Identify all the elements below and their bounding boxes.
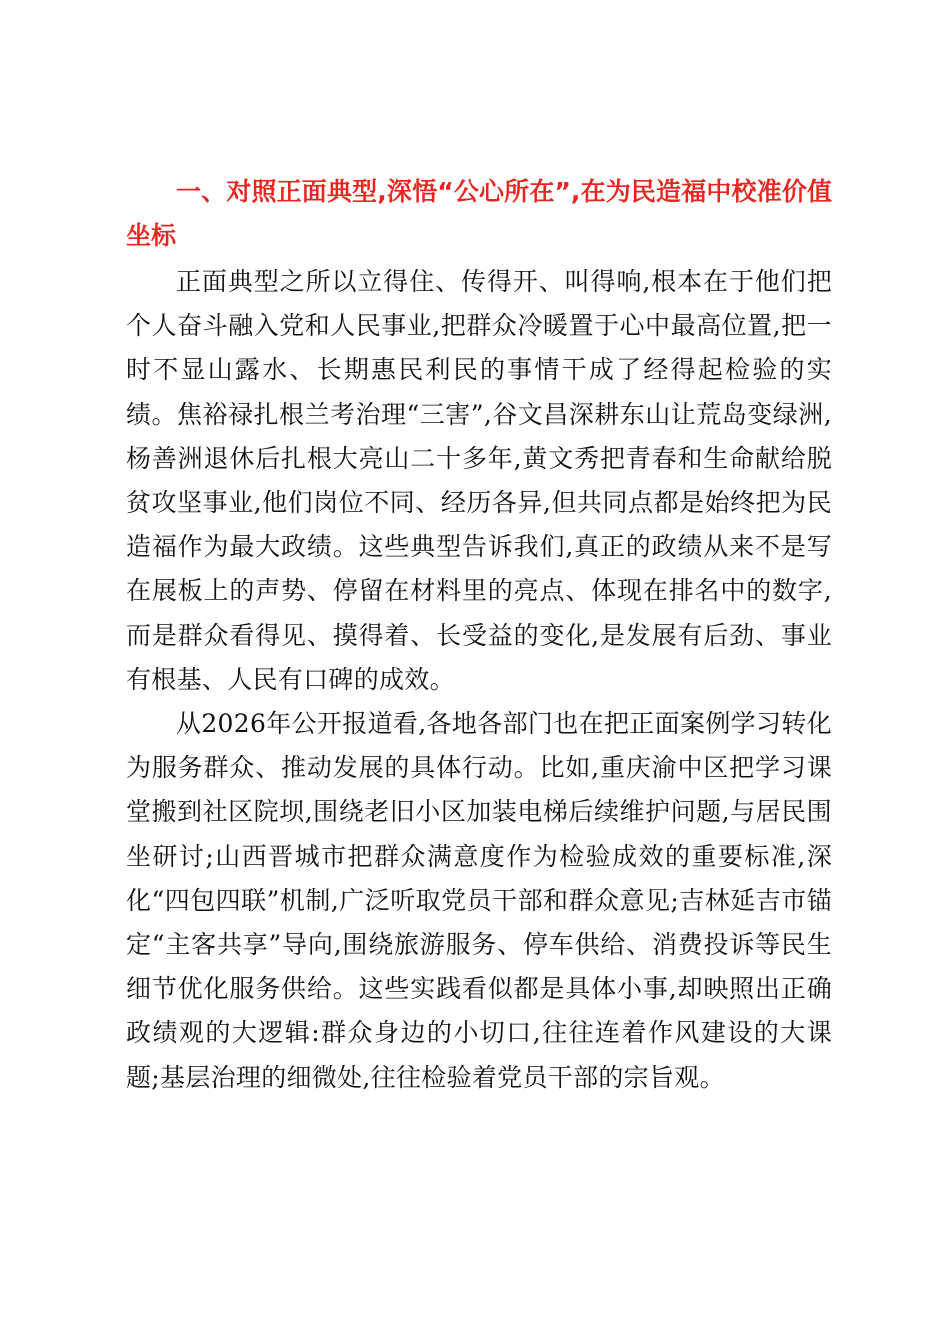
section-heading: 一、对照正面典型,深悟“公心所在”,在为民造福中校准价值坐标 bbox=[126, 177, 832, 250]
body-paragraph-2: 从2026年公开报道看,各地各部门也在把正面案例学习转化为服务群众、推动发展的具体行动。比如,重庆渝中区把学习课堂搬到社区院坝,围绕老旧小区加装电梯后续维护问题,与居民围坐研讨;山西晋城市把群众满意度作为检验成效的重要标准,深化“四包四联”机制,广泛听取党员干部和群众意见;吉林延吉市锚定“主客共享”导向,围绕旅游服务、停车供给、消费投诉等民生细节优化服务供给。这些实践看似都是具体小事,却映照出正确政绩观的大逻辑:群众身边的小切口,往往连着作风建设的大课题;基层治理的细微处,往往检验着党员干部的宗旨观。 bbox=[126, 709, 832, 1092]
document-body bbox=[126, 170, 832, 1100]
body-paragraph-1: 正面典型之所以立得住、传得开、叫得响,根本在于他们把个人奋斗融入党和人民事业,把群众冷暖置于心中最高位置,把一时不显山露水、长期惠民利民的事情干成了经得起检验的实绩。焦裕禄扎根兰考治理“三害”,谷文昌深耕东山让荒岛变绿洲,杨善洲退休后扎根大亮山二十多年,黄文秀把青春和生命献给脱贫攻坚事业,他们岗位不同、经历各异,但共同点都是始终把为民造福作为最大政绩。这些典型告诉我们,真正的政绩从来不是写在展板上的声势、停留在材料里的亮点、体现在排名中的数字,而是群众看得见、摸得着、长受益的变化,是发展有后劲、事业有根基、人民有口碑的成效。 bbox=[126, 267, 832, 694]
